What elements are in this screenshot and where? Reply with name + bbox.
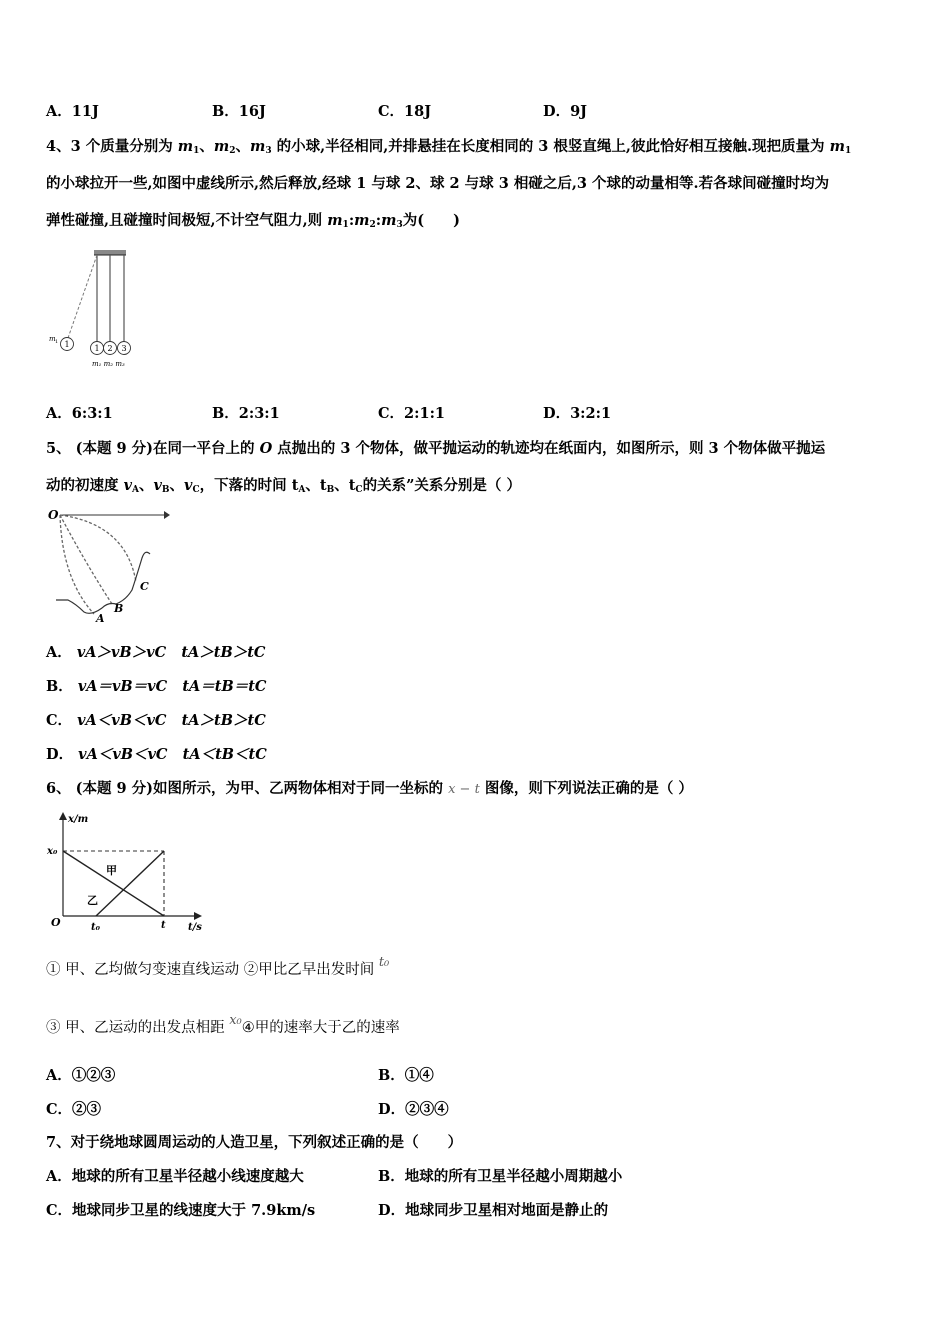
q3-option-b: B．16J	[212, 103, 266, 120]
q7-option-c: C．地球同步卫星的线速度大于 7.9km/s	[46, 1202, 316, 1219]
q4-option-a: A．6:3:1	[46, 405, 113, 422]
t0-label: t₀	[91, 922, 100, 933]
q6-statement-1: ① 甲、乙均做匀变速直线运动 ②甲比乙早出发时间 t₀	[46, 955, 390, 978]
ball-pulled-label: 1	[64, 340, 70, 349]
q4-option-c: C．2:1:1	[378, 405, 446, 422]
m1-label: m	[49, 335, 56, 343]
mass-labels: m₁ m₂ m₃	[92, 360, 125, 368]
q3-option-c: C．18J	[378, 103, 432, 120]
q6-option-b: B．①④	[378, 1067, 434, 1084]
trajectory-a	[60, 515, 94, 614]
point-c-label: C	[140, 580, 149, 593]
trajectory-c	[60, 515, 136, 582]
x0-label: x₀	[47, 846, 58, 857]
ground-profile	[56, 552, 150, 613]
ball-2-label: 2	[107, 344, 113, 353]
trajectory-b	[60, 515, 112, 604]
q6-stem: 6、 (本题 9 分)如图所示，为甲、乙两物体相对于同一坐标的 x − t 图像，则下列说法正确的是（ ）	[46, 780, 693, 797]
q7-option-d: D．地球同步卫星相对地面是静止的	[378, 1202, 609, 1219]
q5-option-a: A． vA＞vB＞vC tA＞tB＞tC	[46, 644, 266, 661]
point-b-label: B	[114, 602, 124, 615]
origin-label: O	[48, 508, 59, 522]
origin-label: O	[51, 916, 61, 929]
q5-stem-line1: 5、 (本题 9 分)在同一平台上的 O 点抛出的 3 个物体，做平抛运动的轨迹均在纸面内，如图所示，则 3 个物体做平抛运	[46, 440, 826, 457]
ceiling-support	[94, 250, 126, 255]
x-arrow	[194, 912, 202, 920]
q6-option-a: A．①②③	[46, 1067, 116, 1084]
q4-option-b: B．2:3:1	[212, 405, 280, 422]
yi-label: 乙	[87, 894, 98, 907]
y-label: x/m	[68, 814, 89, 825]
q3-option-a: A．11J	[46, 103, 99, 120]
q4-stem-line1: 4、3 个质量分别为 $m_1$、$m_2$、$m_3$ 的小球,半径相同,并排悬挂在长度相同的 3 根竖直绳上,彼此恰好相互接触.现把质量为 $m_1$	[46, 138, 852, 156]
line-yi	[96, 851, 164, 916]
t-label: t	[161, 920, 166, 931]
q5-stem-line2: 动的初速度 $v_A$、$v_B$、$v_C$，下落的时间 $t_A$、$t_B$、$t_C$的关系”关系分别是（ ）	[46, 477, 521, 495]
y-arrow	[59, 812, 67, 820]
q6-statement-2: ③ 甲、乙运动的出发点相距 x₀④甲的速率大于乙的速率	[46, 1013, 400, 1036]
q7-stem: 7、对于绕地球圆周运动的人造卫星，下列叙述正确的是（ ）	[46, 1134, 463, 1151]
arrowhead	[164, 511, 170, 519]
q6-xt-graph	[46, 810, 212, 936]
q6-option-c: C．②③	[46, 1101, 102, 1118]
q7-option-b: B．地球的所有卫星半径越小周期越小	[378, 1168, 623, 1185]
q4-option-d: D．3:2:1	[543, 405, 612, 422]
dashed-string	[68, 255, 97, 338]
q5-projectile-figure	[46, 504, 172, 626]
q4-stem-line2: 的小球拉开一些,如图中虚线所示,然后释放,经球 1 与球 2、球 2 与球 3 相碰之后,3 个球的动量相等.若各球间碰撞时均为	[46, 175, 830, 192]
q5-option-c: C． vA＜vB＜vC tA＞tB＞tC	[46, 712, 266, 729]
q5-option-b: B． vA＝vB＝vC tA＝tB＝tC	[46, 678, 267, 695]
q5-option-d: D． vA＜vB＜vC tA＜tB＜tC	[46, 746, 267, 763]
q3-option-d: D．9J	[543, 103, 588, 120]
line-jia	[63, 851, 164, 916]
ball-1-label: 1	[94, 344, 100, 353]
jia-label: 甲	[106, 864, 117, 877]
ball-3-label: 3	[121, 344, 127, 353]
point-a-label: A	[96, 612, 105, 625]
m1-sub: 1	[55, 339, 59, 345]
q6-option-d: D．②③④	[378, 1101, 449, 1118]
q4-stem-line3: 弹性碰撞,且碰撞时间极短,不计空气阻力,则 $m_1:m_2:m_3$为( )	[46, 212, 460, 230]
q7-option-a: A．地球的所有卫星半径越小线速度越大	[46, 1168, 304, 1185]
x-label: t/s	[188, 922, 202, 933]
q4-pendulum-figure	[46, 246, 140, 372]
